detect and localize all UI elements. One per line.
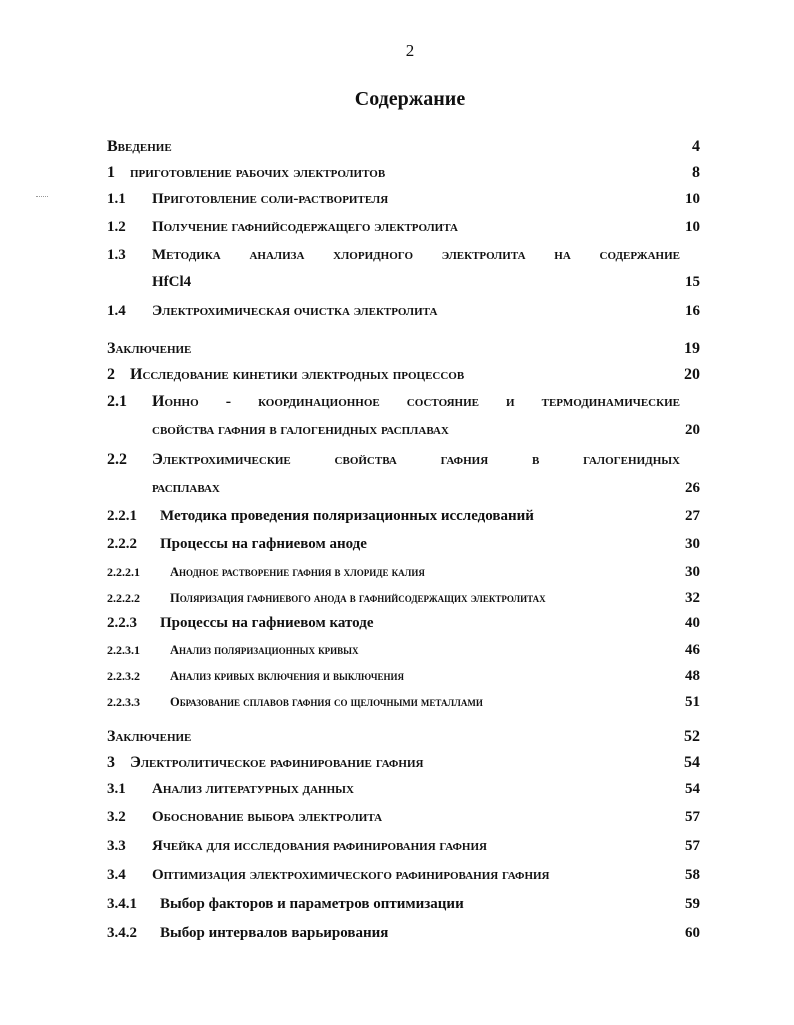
toc-entry-page: 10 bbox=[685, 219, 700, 235]
toc-entry-title: Ионно - координационное состояние и термодинамические bbox=[152, 393, 680, 410]
toc-entry-number: 3.3 bbox=[107, 838, 126, 854]
toc-entry-chapter-1 bbox=[0, 164, 794, 190]
toc-entry-number: 1.2 bbox=[107, 219, 126, 235]
toc-entry-number: 1.3 bbox=[107, 247, 126, 263]
toc-entry-title: HfCl4 bbox=[152, 274, 192, 290]
toc-entry-number: 3.4.1 bbox=[107, 896, 137, 912]
toc-entry-title: Заключение bbox=[107, 728, 192, 745]
toc-entry-page: 59 bbox=[685, 896, 700, 912]
toc-entry-chapter-3 bbox=[0, 754, 794, 780]
toc-entry-1-2 bbox=[0, 219, 794, 245]
toc-entry-1-3 bbox=[0, 247, 794, 273]
toc-entry-number: 2.2.3.2 bbox=[107, 669, 140, 683]
toc-entry-1-4 bbox=[0, 303, 794, 329]
toc-entry-number: 2.2.3 bbox=[107, 615, 137, 631]
toc-entry-title: свойства гафния в галогенидных расплавах bbox=[152, 422, 449, 438]
toc-entry-page: 40 bbox=[685, 615, 700, 631]
toc-entry-3-4-2 bbox=[0, 925, 794, 951]
toc-entry-number: 3.1 bbox=[107, 781, 126, 797]
toc-entry-title: Поляризация гафниевого анода в гафнийсодержащих электролитах bbox=[170, 591, 546, 605]
toc-entry-2-2-3-2 bbox=[0, 668, 794, 694]
toc-entry-page: 27 bbox=[685, 508, 700, 524]
toc-entry-2-2 bbox=[0, 451, 794, 477]
toc-entry-title: Процессы на гафниевом катоде bbox=[160, 615, 374, 631]
toc-entry-conclusion-2 bbox=[0, 728, 794, 754]
toc-entry-3-4-1 bbox=[0, 896, 794, 922]
toc-entry-2-2-2-1 bbox=[0, 564, 794, 590]
toc-entry-title: Исследование кинетики электродных процессов bbox=[130, 366, 465, 383]
toc-entry-3-2 bbox=[0, 809, 794, 835]
toc-entry-page: 30 bbox=[685, 536, 700, 552]
toc-entry-page: 57 bbox=[685, 838, 700, 854]
toc-entry-2-2-3 bbox=[0, 615, 794, 641]
toc-entry-number: 1 bbox=[107, 164, 115, 181]
toc-entry-title: расплавах bbox=[152, 480, 220, 496]
toc-entry-number: 3.4 bbox=[107, 867, 126, 883]
toc-entry-title: Анализ поляризационных кривых bbox=[170, 643, 359, 657]
toc-entry-2-2-continued bbox=[0, 480, 794, 506]
toc-entry-2-2-1 bbox=[0, 508, 794, 534]
toc-entry-title: Оптимизация электрохимического рафинирования гафния bbox=[152, 867, 550, 883]
toc-entry-page: 15 bbox=[685, 274, 700, 290]
toc-entry-title: Ячейка для исследования рафинирования гафния bbox=[152, 838, 487, 854]
toc-entry-title: Введение bbox=[107, 138, 172, 155]
toc-entry-title: Заключение bbox=[107, 340, 192, 357]
toc-entry-number: 3 bbox=[107, 754, 115, 771]
toc-entry-title: Образование сплавов гафния со щелочными металлами bbox=[170, 695, 483, 709]
page-number: 2 bbox=[405, 41, 415, 60]
toc-entry-number: 2.2.2 bbox=[107, 536, 137, 552]
toc-entry-number: 3.2 bbox=[107, 809, 126, 825]
toc-entry-title: Приготовление соли-растворителя bbox=[152, 191, 389, 207]
toc-entry-number: 2.2.1 bbox=[107, 508, 137, 524]
toc-entry-page: 10 bbox=[685, 191, 700, 207]
toc-entry-title: Электрохимическая очистка электролита bbox=[152, 303, 438, 319]
toc-entry-1-3-continued bbox=[0, 274, 794, 300]
toc-entry-number: 2.2.2.2 bbox=[107, 591, 140, 605]
toc-entry-number: 2.2.3.1 bbox=[107, 643, 140, 657]
toc-entry-page: 19 bbox=[684, 340, 700, 357]
page-title: Содержание bbox=[354, 88, 466, 110]
toc-entry-title: Анализ кривых включения и выключения bbox=[170, 669, 404, 683]
toc-entry-2-2-3-1 bbox=[0, 642, 794, 668]
toc-entry-1-1 bbox=[0, 191, 794, 217]
toc-entry-title: приготовление рабочих электролитов bbox=[130, 164, 386, 181]
toc-entry-page: 54 bbox=[685, 781, 700, 797]
toc-entry-number: 2.2 bbox=[107, 451, 127, 468]
toc-entry-title: Получение гафнийсодержащего электролита bbox=[152, 219, 458, 235]
toc-entry-title: Методика проведения поляризационных исследований bbox=[160, 508, 534, 524]
toc-entry-title: Анализ литературных данных bbox=[152, 781, 354, 797]
toc-entry-title: Выбор факторов и параметров оптимизации bbox=[160, 896, 464, 912]
toc-entry-page: 52 bbox=[684, 728, 700, 745]
toc-entry-number: 2.1 bbox=[107, 393, 127, 410]
toc-entry-introduction bbox=[0, 138, 794, 164]
toc-entry-3-1 bbox=[0, 781, 794, 807]
toc-entry-3-3 bbox=[0, 838, 794, 864]
toc-entry-page: 32 bbox=[685, 590, 700, 606]
toc-entry-title: Выбор интервалов варьирования bbox=[160, 925, 389, 941]
toc-entry-number: 3.4.2 bbox=[107, 925, 137, 941]
toc-entry-2-1 bbox=[0, 393, 794, 419]
toc-entry-2-2-2-2 bbox=[0, 590, 794, 616]
toc-entry-page: 30 bbox=[685, 564, 700, 580]
toc-entry-title: Обоснование выбора электролита bbox=[152, 809, 383, 825]
toc-entry-number: 1.1 bbox=[107, 191, 126, 207]
toc-entry-page: 20 bbox=[685, 422, 700, 438]
toc-entry-page: 46 bbox=[685, 642, 700, 658]
toc-entry-2-2-2 bbox=[0, 536, 794, 562]
toc-entry-conclusion-1 bbox=[0, 340, 794, 366]
toc-entry-page: 26 bbox=[685, 480, 700, 496]
toc-entry-page: 60 bbox=[685, 925, 700, 941]
toc-entry-2-2-3-3 bbox=[0, 694, 794, 720]
toc-entry-title: Электрохимические свойства гафния в галогенидных bbox=[152, 451, 680, 468]
toc-entry-page: 20 bbox=[684, 366, 700, 383]
toc-entry-title: Анодное растворение гафния в хлориде калия bbox=[170, 565, 425, 579]
toc-entry-page: 57 bbox=[685, 809, 700, 825]
toc-entry-title: Методика анализа хлоридного электролита на содержание bbox=[152, 247, 680, 263]
toc-entry-title: Процессы на гафниевом аноде bbox=[160, 536, 367, 552]
toc-entry-number: 2.2.3.3 bbox=[107, 695, 140, 709]
toc-entry-3-4 bbox=[0, 867, 794, 893]
toc-entry-page: 8 bbox=[692, 164, 700, 181]
toc-entry-number: 2 bbox=[107, 366, 115, 383]
toc-entry-chapter-2 bbox=[0, 366, 794, 392]
toc-entry-title: Электролитическое рафинирование гафния bbox=[130, 754, 424, 771]
toc-entry-page: 16 bbox=[685, 303, 700, 319]
toc-entry-page: 4 bbox=[692, 138, 700, 155]
toc-entry-page: 51 bbox=[685, 694, 700, 710]
toc-entry-page: 54 bbox=[684, 754, 700, 771]
toc-entry-page: 58 bbox=[685, 867, 700, 883]
toc-entry-2-1-continued bbox=[0, 422, 794, 448]
toc-entry-number: 2.2.2.1 bbox=[107, 565, 140, 579]
toc-entry-number: 1.4 bbox=[107, 303, 126, 319]
toc-entry-page: 48 bbox=[685, 668, 700, 684]
